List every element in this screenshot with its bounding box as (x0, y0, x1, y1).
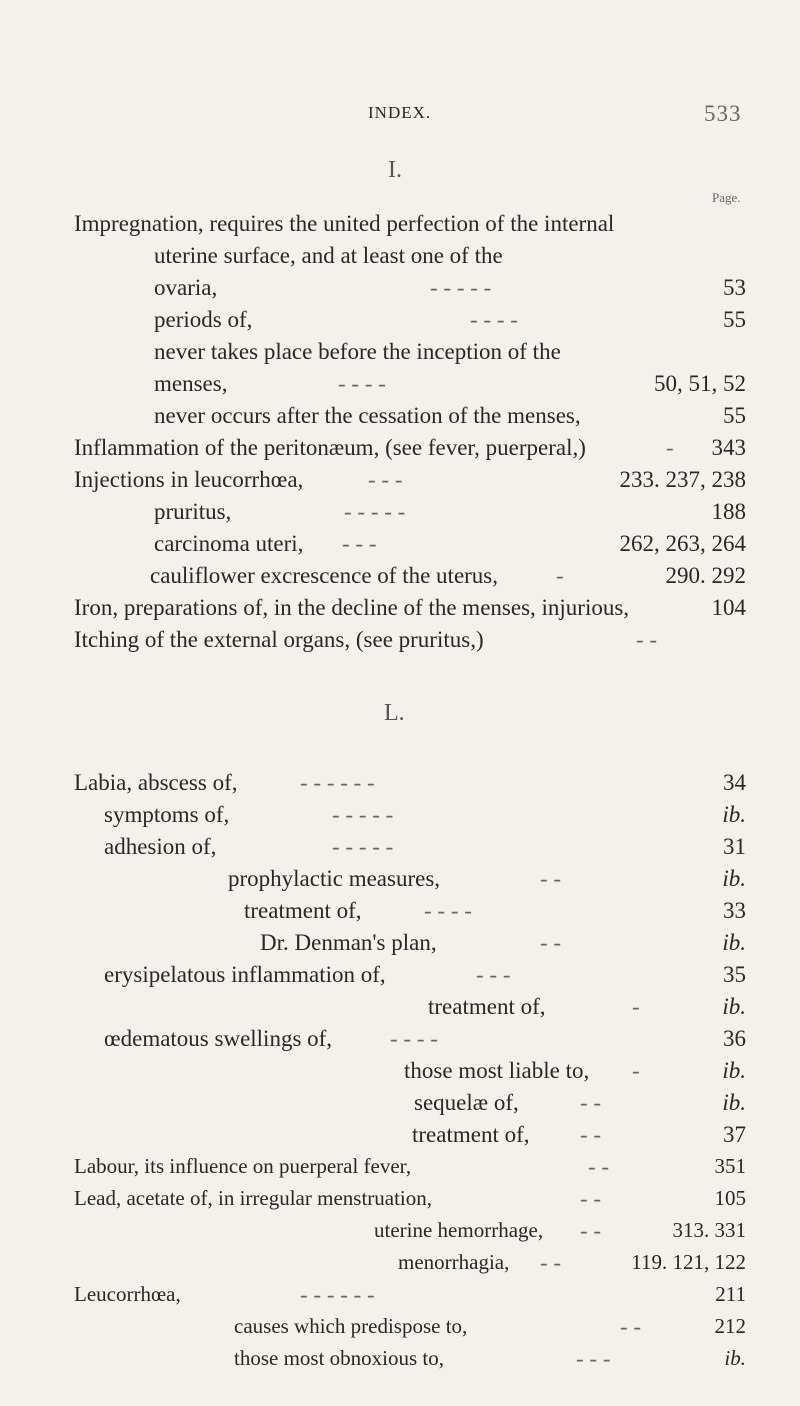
entry-pages: 31 (723, 834, 746, 859)
leader-dashes: - - (540, 866, 562, 891)
index-entry (0, 1282, 800, 1312)
index-entry (0, 962, 800, 992)
entry-text: never occurs after the cessation of the menses, (154, 403, 581, 428)
section-letter-i: I. (388, 157, 402, 183)
index-entry (0, 275, 800, 305)
entry-text: Leucorrhœa, (74, 1282, 181, 1306)
entry-text: uterine hemorrhage, (374, 1218, 544, 1242)
leader-dashes: - - - - - (332, 802, 394, 827)
index-entry (0, 1090, 800, 1120)
leader-dashes: - - - - (390, 1026, 438, 1051)
leader-dashes: - - - - (424, 898, 472, 923)
entry-pages: ib. (722, 1090, 746, 1115)
entry-text: Lead, acetate of, in irregular menstruation, (74, 1186, 433, 1210)
index-entry (0, 371, 800, 401)
entry-pages: 35 (723, 962, 746, 987)
leader-dashes: - - - (476, 962, 511, 987)
entry-text: those most obnoxious to, (234, 1346, 445, 1370)
entry-text: Injections in leucorrhœa, (74, 467, 304, 492)
index-entry (0, 1154, 800, 1184)
index-entry (0, 866, 800, 896)
entry-text: carcinoma uteri, (154, 531, 304, 556)
entry-text: adhesion of, (104, 834, 217, 859)
entry-pages: 262, 263, 264 (619, 531, 746, 556)
entry-text: Dr. Denman's plan, (260, 930, 437, 955)
leader-dashes: - (632, 1058, 640, 1083)
index-entry (0, 1250, 800, 1280)
entry-pages: 188 (711, 499, 746, 524)
index-entry (0, 627, 800, 657)
entry-pages: 37 (723, 1122, 746, 1147)
entry-pages: ib. (722, 866, 746, 891)
leader-dashes: - - - (576, 1346, 611, 1371)
leader-dashes: - (666, 435, 674, 460)
entry-text: Itching of the external organs, (see pruritus,) (74, 627, 484, 652)
entry-pages: 104 (711, 595, 746, 620)
entry-pages: 53 (723, 275, 746, 300)
index-entry (0, 403, 800, 433)
entry-pages: 351 (714, 1154, 746, 1178)
leader-dashes: - (632, 994, 640, 1019)
leader-dashes: - - (636, 627, 658, 652)
entry-pages: 212 (714, 1314, 746, 1338)
entry-pages: ib. (724, 1346, 746, 1370)
entry-pages: 290. 292 (665, 563, 746, 588)
index-entry (0, 467, 800, 497)
index-entry (0, 1058, 800, 1088)
leader-dashes: - (556, 563, 564, 588)
index-entry (0, 834, 800, 864)
entry-text: erysipelatous inflammation of, (104, 962, 386, 987)
index-entry (0, 802, 800, 832)
index-entry (0, 1218, 800, 1248)
entry-text: periods of, (154, 307, 253, 332)
index-entry (0, 898, 800, 928)
entry-text: treatment of, (244, 898, 362, 923)
leader-dashes: - - - - - - (300, 1282, 375, 1307)
entry-pages: 313. 331 (672, 1218, 746, 1242)
leader-dashes: - - - (342, 531, 377, 556)
entry-pages: 55 (723, 307, 746, 332)
leader-dashes: - - - - (338, 371, 386, 396)
index-entry (0, 1122, 800, 1152)
leader-dashes: - - (580, 1186, 602, 1211)
entry-text: prophylactic measures, (228, 866, 441, 891)
entry-text: menses, (154, 371, 228, 396)
entry-text: never takes place before the inception of the (154, 339, 561, 364)
index-entry (0, 563, 800, 593)
entry-text: pruritus, (154, 499, 232, 524)
leader-dashes: - - - - - (430, 275, 492, 300)
entry-pages: 211 (715, 1282, 746, 1306)
index-entry (0, 243, 800, 273)
entry-pages: 343 (711, 435, 746, 460)
entry-text: sequelæ of, (414, 1090, 519, 1115)
leader-dashes: - - (620, 1314, 642, 1339)
entry-text: Iron, preparations of, in the decline of the menses, injurious, (74, 595, 630, 620)
leader-dashes: - - - - - (332, 834, 394, 859)
running-header-title: INDEX. (368, 103, 432, 122)
leader-dashes: - - (588, 1154, 610, 1179)
index-entry (0, 770, 800, 800)
index-entry (0, 1314, 800, 1344)
entry-pages: 55 (723, 403, 746, 428)
index-entry (0, 1186, 800, 1216)
entry-text: those most liable to, (404, 1058, 590, 1083)
index-entry (0, 1346, 800, 1376)
entry-pages: ib. (722, 1058, 746, 1083)
entry-text: symptoms of, (104, 802, 230, 827)
entry-text: Inflammation of the peritonæum, (see fever, puerperal,) (74, 435, 586, 460)
entry-pages: 105 (714, 1186, 746, 1210)
leader-dashes: - - - - (470, 307, 518, 332)
index-entry (0, 211, 800, 241)
entry-text: Impregnation, requires the united perfection of the internal (74, 211, 615, 236)
entry-pages: ib. (722, 930, 746, 955)
leader-dashes: - - - (368, 467, 403, 492)
page-column-label: Page. (712, 190, 741, 205)
leader-dashes: - - (540, 930, 562, 955)
entry-text: Labia, abscess of, (74, 770, 238, 795)
page-number: 533 (704, 101, 742, 126)
entry-text: uterine surface, and at least one of the (154, 243, 503, 268)
section-letter-l: L. (384, 700, 405, 726)
entry-text: cauliflower excrescence of the uterus, (150, 563, 499, 588)
index-entry (0, 595, 800, 625)
leader-dashes: - - (580, 1218, 602, 1243)
index-entry (0, 994, 800, 1024)
leader-dashes: - - - - - (344, 499, 406, 524)
entry-text: menorrhagia, (398, 1250, 510, 1274)
leader-dashes: - - (580, 1122, 602, 1147)
leader-dashes: - - - - - - (300, 770, 375, 795)
entry-pages: 233. 237, 238 (619, 467, 746, 492)
entry-text: treatment of, (428, 994, 546, 1019)
entry-text: causes which predispose to, (234, 1314, 468, 1338)
index-entry (0, 339, 800, 369)
entry-pages: 36 (723, 1026, 746, 1051)
entry-text: œdematous swellings of, (104, 1026, 333, 1051)
entry-text: treatment of, (412, 1122, 530, 1147)
entry-pages: 33 (723, 898, 746, 923)
index-entry (0, 930, 800, 960)
leader-dashes: - - (580, 1090, 602, 1115)
entry-text: ovaria, (154, 275, 218, 300)
entry-pages: 119. 121, 122 (631, 1250, 746, 1274)
index-entry (0, 307, 800, 337)
index-entry (0, 499, 800, 529)
index-entry (0, 531, 800, 561)
leader-dashes: - - (540, 1250, 562, 1275)
entry-pages: 50, 51, 52 (654, 371, 746, 396)
entry-pages: ib. (722, 994, 746, 1019)
index-entry (0, 435, 800, 465)
entry-pages: 34 (723, 770, 746, 795)
entry-text: Labour, its influence on puerperal fever, (74, 1154, 412, 1178)
entry-pages: ib. (722, 802, 746, 827)
index-entry (0, 1026, 800, 1056)
